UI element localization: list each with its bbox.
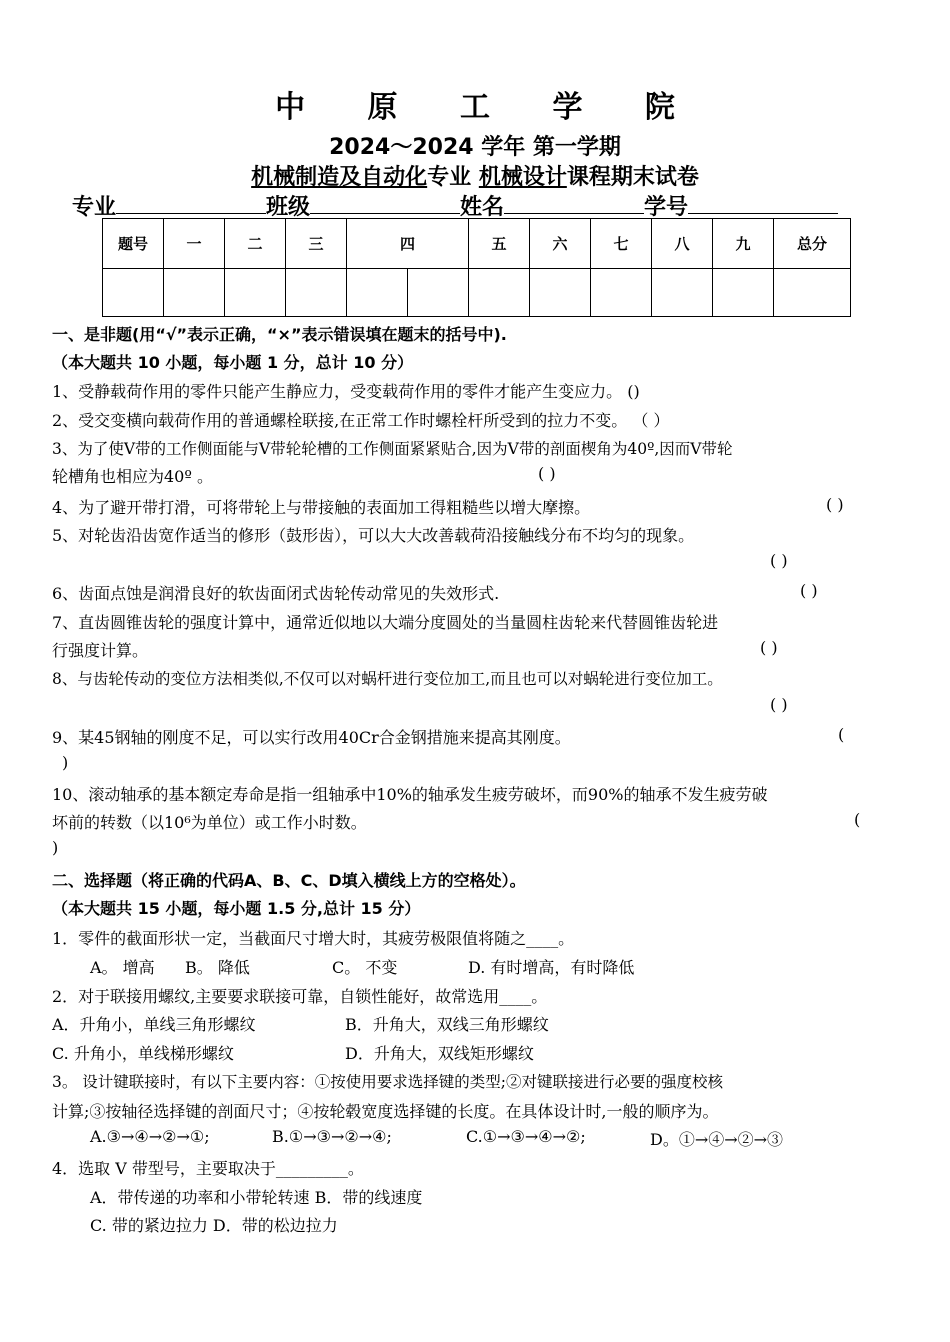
question-line: 计算;③按轴径选择键的剖面尺寸；④按轮毂宽度选择键的长度。在具体设计时,一般的顺序为。 <box>52 1102 719 1121</box>
question-line: 1．零件的截面形状一定，当截面尺寸增大时，其疲劳极限值将随之____。 <box>52 929 575 948</box>
question-line: 10、滚动轴承的基本额定寿命是指一组轴承中10%的轴承发生疲劳破坏，而90%的轴承不发生疲劳破 <box>52 785 768 804</box>
score-cell[interactable] <box>347 269 408 317</box>
option[interactable]: C. 带的紧边拉力 D．带的松边拉力 <box>90 1216 338 1235</box>
option[interactable]: B．升角大，双线三角形螺纹 <box>345 1015 549 1034</box>
score-cell[interactable] <box>408 269 469 317</box>
option[interactable]: D。①→④→②→③ <box>650 1130 784 1149</box>
answer-paren[interactable]: ( ) <box>800 581 818 600</box>
score-header-cell: 题号 <box>103 219 164 269</box>
score-header-cell: 七 <box>591 219 652 269</box>
option[interactable]: A．升角小，单线三角形螺纹 <box>52 1015 256 1034</box>
question-line: 3。 设计键联接时，有以下主要内容：①按使用要求选择键的类型;②对键联接进行必要的强度校核 <box>52 1073 724 1091</box>
option[interactable]: B.①→③→②→④; <box>272 1127 392 1146</box>
question-line: 行强度计算。 <box>52 641 149 660</box>
option[interactable]: B。 降低 <box>185 958 250 977</box>
score-header-cell: 九 <box>713 219 774 269</box>
major-suffix: 专业 <box>427 165 479 190</box>
option[interactable]: D．升角大，双线矩形螺纹 <box>345 1044 534 1063</box>
school-title: 中 原 工 学 院 <box>275 90 701 125</box>
score-cell[interactable] <box>469 269 530 317</box>
course-suffix: 课程期末试卷 <box>566 165 699 190</box>
name-blank[interactable] <box>504 191 644 214</box>
id-label: 学号 <box>644 195 689 220</box>
option[interactable]: A．带传递的功率和小带轮转速 B．带的线速度 <box>90 1188 423 1207</box>
answer-paren[interactable]: ( ) <box>770 551 788 570</box>
score-cell[interactable] <box>774 269 851 317</box>
option[interactable]: C。 不变 <box>332 958 398 977</box>
course-name: 机械设计 <box>478 165 567 190</box>
answer-paren[interactable]: ( ) <box>538 464 556 483</box>
score-header-cell: 五 <box>469 219 530 269</box>
question-line: 8、与齿轮传动的变位方法相类似,不仅可以对蜗杆进行变位加工,而且也可以对蜗轮进行变位加工。 <box>52 670 723 688</box>
question-line: 坏前的转数（以10⁶为单位）或工作小时数。 <box>52 813 367 832</box>
question-line: 5、对轮齿沿齿宽作适当的修形（鼓形齿），可以大大改善载荷沿接触线分布不均匀的现象。 <box>52 526 695 545</box>
question-line: 4、为了避开带打滑，可将带轮上与带接触的表面加工得粗糙些以增大摩擦。 <box>52 498 591 517</box>
answer-paren[interactable]: ( ) <box>760 638 778 657</box>
question-line: 1、受静载荷作用的零件只能产生静应力，受变载荷作用的零件才能产生变应力。 () <box>52 382 640 401</box>
class-blank[interactable] <box>310 191 460 214</box>
score-cell[interactable] <box>530 269 591 317</box>
section2-note: （本大题共 15 小题，每小题 1.5 分,总计 15 分） <box>52 899 421 918</box>
score-cell[interactable] <box>591 269 652 317</box>
answer-paren[interactable]: ( ) <box>826 495 844 514</box>
name-label: 姓名 <box>460 195 505 220</box>
student-info-fields <box>72 190 892 221</box>
question-line: 2．对于联接用螺纹,主要要求联接可靠，自锁性能好，故常选用____。 <box>52 987 548 1006</box>
score-header-cell: 六 <box>530 219 591 269</box>
score-header-cell: 总分 <box>774 219 851 269</box>
score-table <box>102 218 851 317</box>
score-header-cell: 一 <box>164 219 225 269</box>
option[interactable]: D. 有时增高，有时降低 <box>468 958 635 977</box>
question-line: 4．选取 V 带型号，主要取决于_________。 <box>52 1159 364 1178</box>
course-title <box>0 160 950 191</box>
answer-paren-close[interactable]: ) <box>52 838 59 857</box>
score-cell[interactable] <box>225 269 286 317</box>
question-line: 轮槽角也相应为40º 。 <box>52 467 213 486</box>
score-cell[interactable] <box>713 269 774 317</box>
class-label: 班级 <box>266 195 311 220</box>
score-cell[interactable] <box>286 269 347 317</box>
section2-title: 二、选择题（将正确的代码A、B、C、D填入横线上方的空格处）。 <box>52 871 526 890</box>
score-header-cell: 二 <box>225 219 286 269</box>
option[interactable]: A.③→④→②→①; <box>90 1127 210 1146</box>
major-label: 专业 <box>72 195 117 220</box>
score-cell[interactable] <box>103 269 164 317</box>
id-blank[interactable] <box>688 191 838 214</box>
option[interactable]: C.①→③→④→②; <box>466 1127 586 1146</box>
major-blank[interactable] <box>116 191 266 214</box>
score-header-cell: 八 <box>652 219 713 269</box>
score-cell[interactable] <box>164 269 225 317</box>
major-name: 机械制造及自动化 <box>251 165 428 190</box>
question-line: 2、受交变横向载荷作用的普通螺栓联接,在正常工作时螺栓杆所受到的拉力不变。 （ ） <box>52 411 670 430</box>
answer-paren-close[interactable]: ) <box>62 753 69 772</box>
score-cell[interactable] <box>652 269 713 317</box>
answer-paren[interactable]: ( ) <box>770 695 788 714</box>
question-line: 6、齿面点蚀是润滑良好的软齿面闭式齿轮传动常见的失效形式. <box>52 584 500 603</box>
option[interactable]: A。 增高 <box>90 958 155 977</box>
section1-title: 一、是非题(用“√”表示正确，“×”表示错误填在题末的括号中). <box>52 325 507 344</box>
section1-note: （本大题共 10 小题，每小题 1 分，总计 10 分） <box>52 353 414 372</box>
question-line: 9、某45钢轴的刚度不足，可以实行改用40Cr合金钢措施来提高其刚度。 <box>52 728 571 747</box>
score-header-cell: 三 <box>286 219 347 269</box>
question-line: 7、直齿圆锥齿轮的强度计算中，通常近似地以大端分度圆处的当量圆柱齿轮来代替圆锥齿轮进 <box>52 613 719 632</box>
option[interactable]: C. 升角小，单线梯形螺纹 <box>52 1044 234 1063</box>
question-line: 3、为了使V带的工作侧面能与V带轮轮槽的工作侧面紧紧贴合,因为V带的剖面楔角为40º,因而V带轮 <box>52 440 733 458</box>
answer-paren-open[interactable]: ( <box>854 810 861 829</box>
answer-paren-open[interactable]: ( <box>838 725 845 744</box>
score-header-cell: 四 <box>347 219 469 269</box>
year-term: 2024～2024 学年 第一学期 <box>329 135 621 160</box>
